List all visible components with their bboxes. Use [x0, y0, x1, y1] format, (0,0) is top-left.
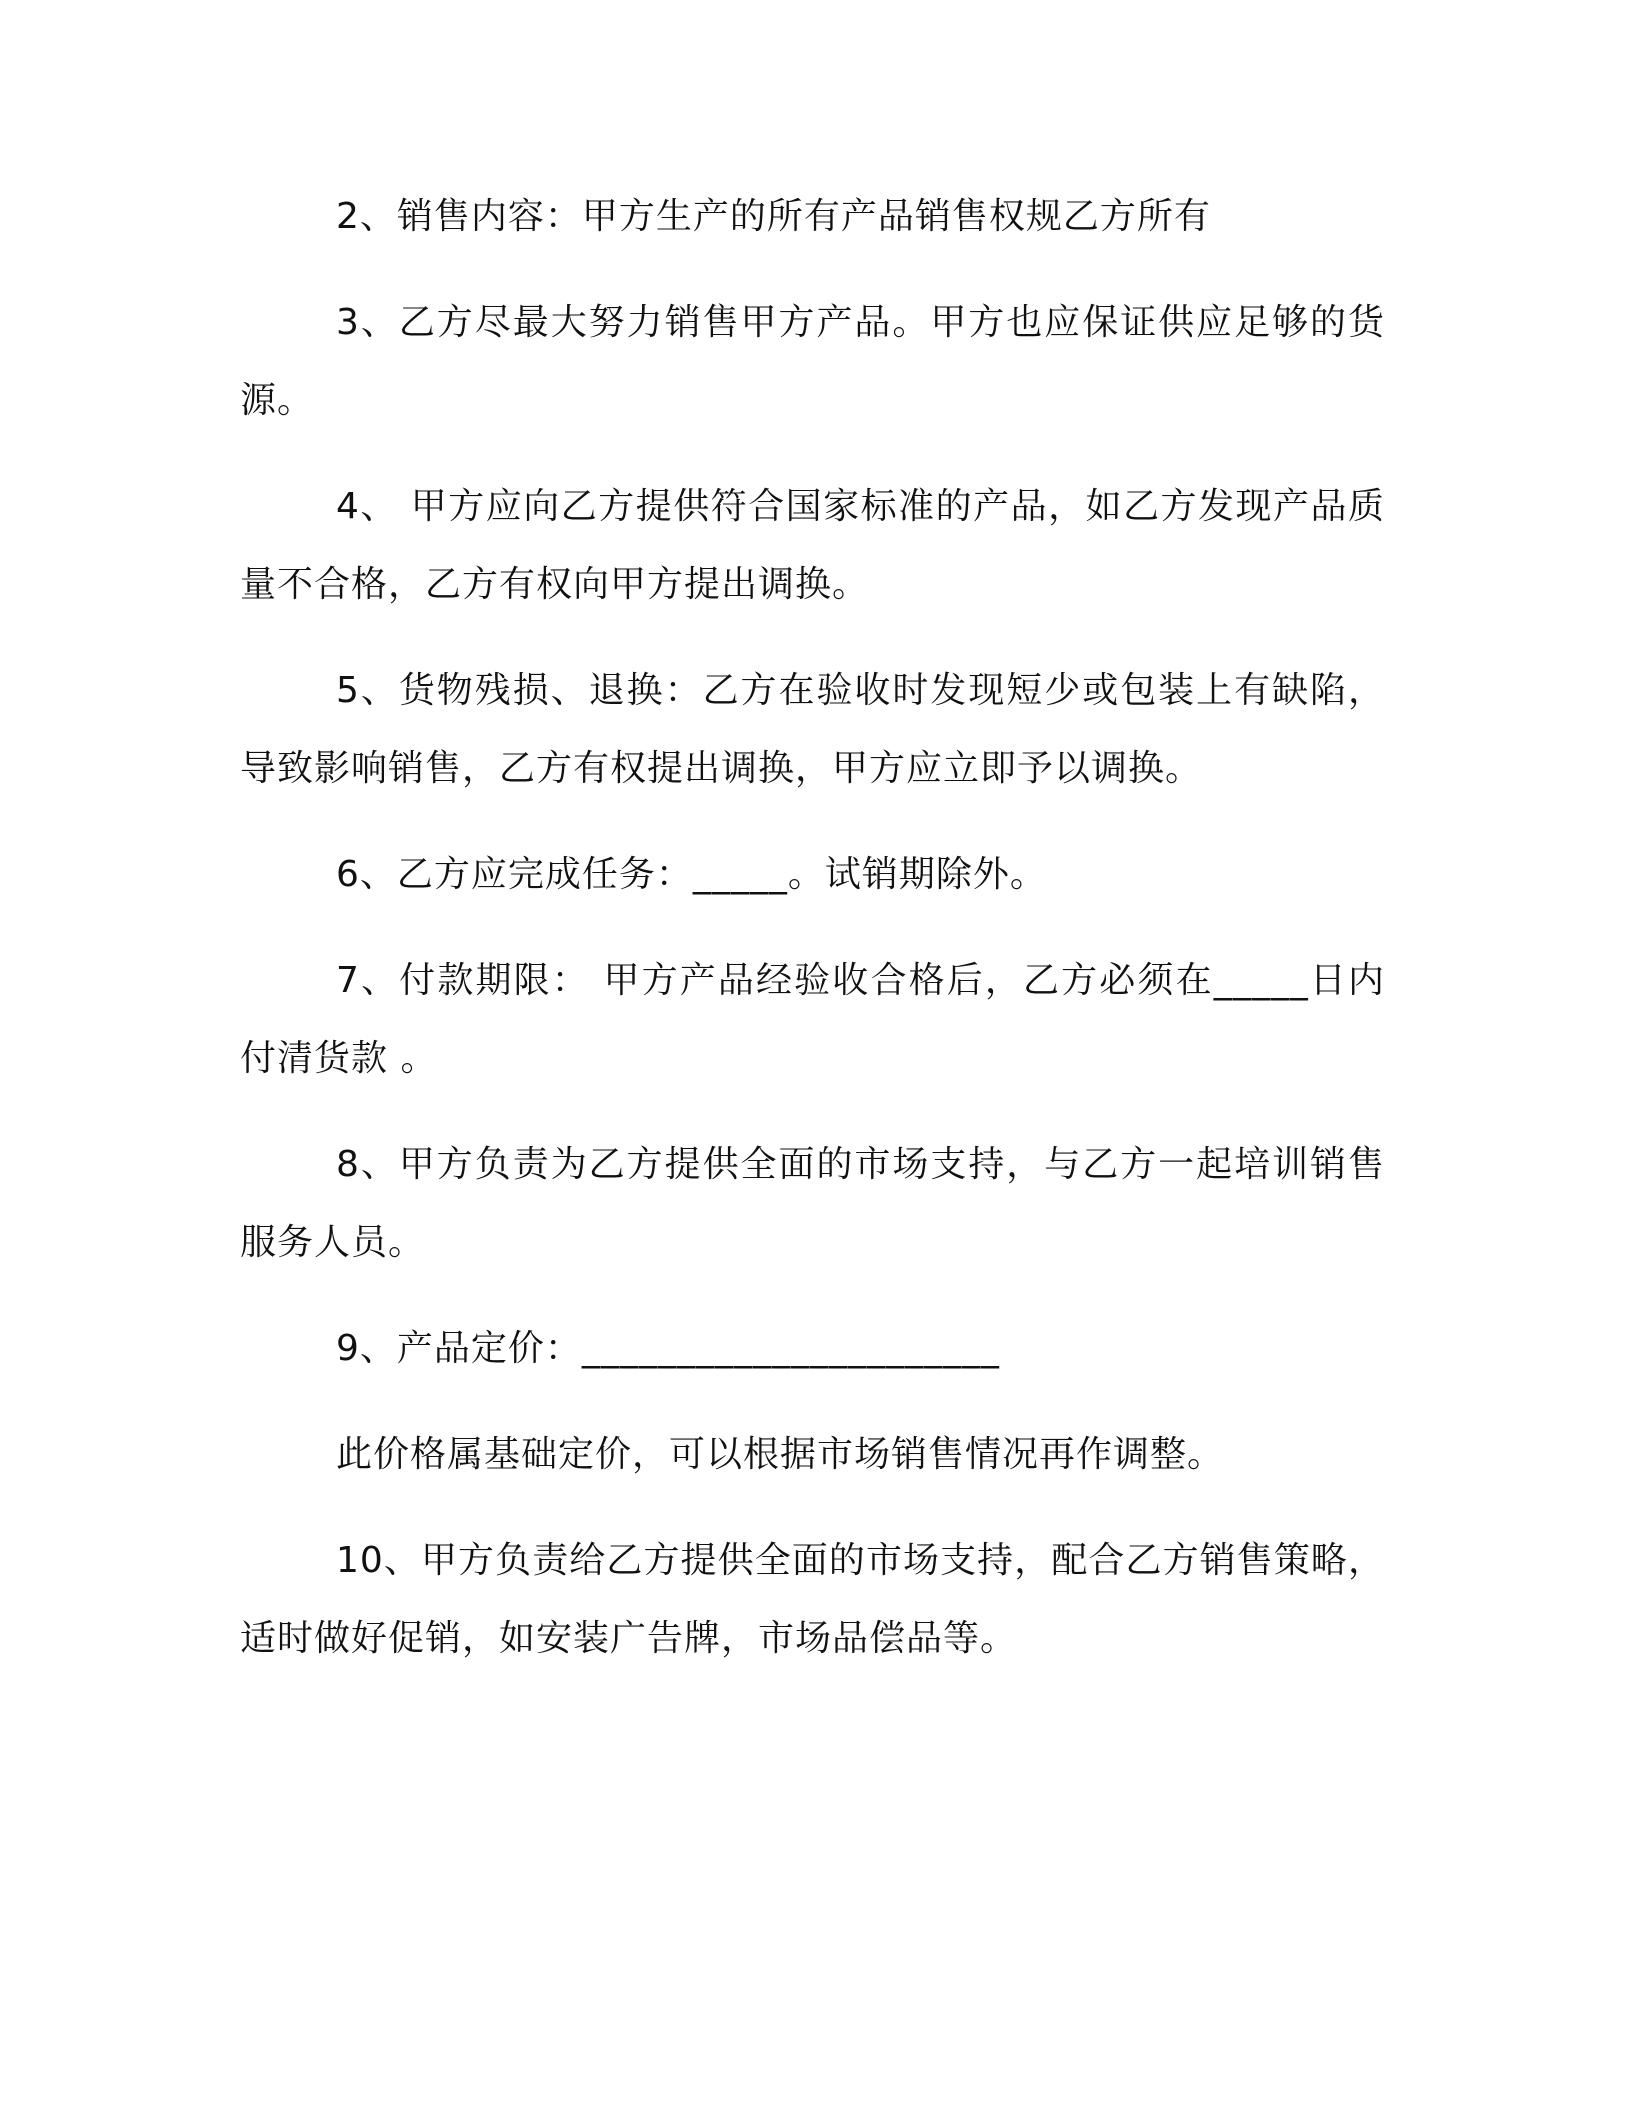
clause-8-market-support: 8、甲方负责为乙方提供全面的市场支持，与乙方一起培训销售服务人员。 [240, 1144, 1385, 1263]
clause-3-best-effort: 3、乙方尽最大努力销售甲方产品。甲方也应保证供应足够的货源。 [240, 302, 1385, 421]
clause-7-payment-term: 7、付款期限： 甲方产品经验收合格后，乙方必须在_____日内付清货款 。 [240, 960, 1385, 1079]
pricing-note: 此价格属基础定价，可以根据市场销售情况再作调整。 [336, 1434, 1225, 1475]
clause-4-quality-standard: 4、 甲方应向乙方提供符合国家标准的产品，如乙方发现产品质量不合格，乙方有权向甲方提出调换。 [240, 486, 1385, 605]
clause-2-sales-content: 2、销售内容：甲方生产的所有产品销售权规乙方所有 [336, 196, 1211, 237]
clause-5-damage-return: 5、货物残损、退换：乙方在验收时发现短少或包装上有缺陷，导致影响销售，乙方有权提出调换，甲方应立即予以调换。 [240, 670, 1385, 789]
clause-10-promotion: 10、甲方负责给乙方提供全面的市场支持，配合乙方销售策略，适时做好促销，如安装广告牌，市场品偿品等。 [240, 1540, 1385, 1659]
clause-9-product-pricing: 9、产品定价：______________________ [336, 1328, 1000, 1369]
clause-6-sales-target: 6、乙方应完成任务：_____。试销期除外。 [336, 854, 1047, 895]
document-body [240, 178, 1385, 1706]
